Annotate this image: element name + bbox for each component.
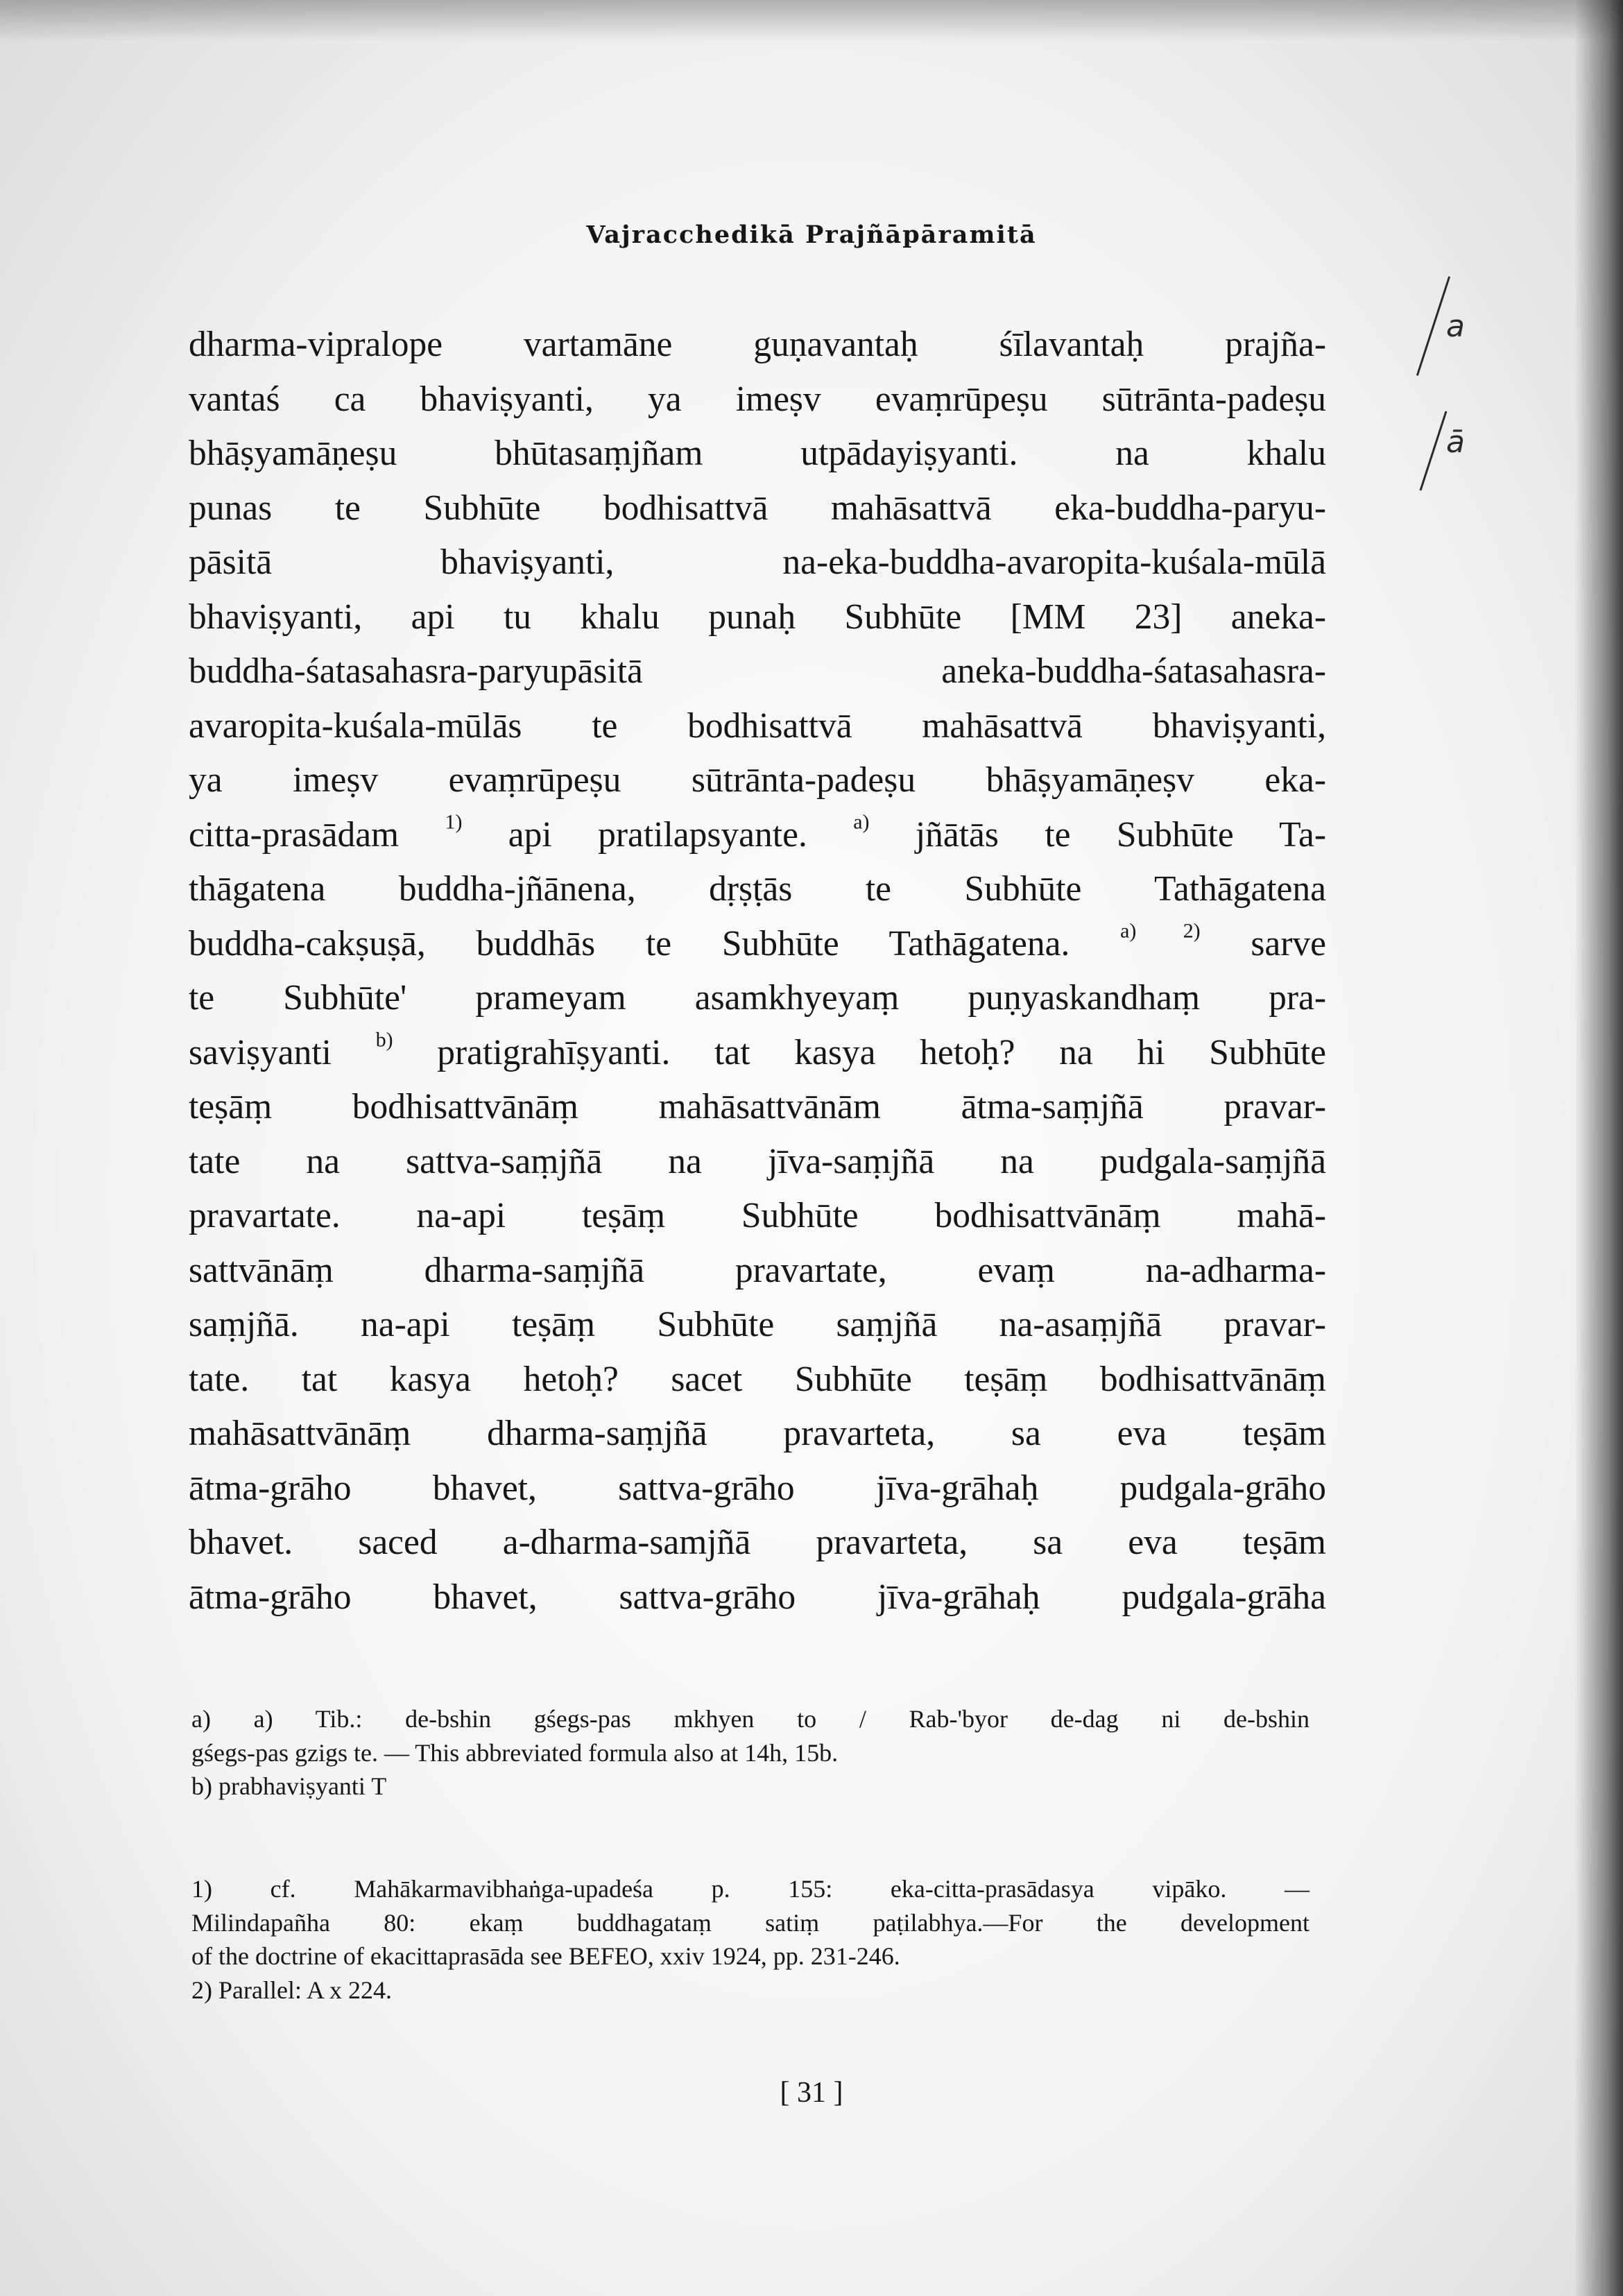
text-line: pāsitā bhaviṣyanti, na-eka-buddha-avaropita-kuśala-mūlā xyxy=(189,542,1326,582)
text-line: te Subhūte' prameyam asamkhyeyaṃ puṇyaskandhaṃ pra- xyxy=(189,978,1326,1018)
footnote-ref: b) xyxy=(375,1028,393,1052)
footnote-ref: a) 2) xyxy=(1120,919,1201,943)
footnote-line: of the doctrine of ekacittaprasāda see BEFEO, xxiv 1924, pp. 231-246. xyxy=(191,1942,900,1970)
text-line xyxy=(189,917,1326,972)
margin-note: ā xyxy=(1446,425,1465,460)
text-line xyxy=(189,808,1326,863)
text-line: vantaś ca bhaviṣyanti, ya imeṣv evaṃrūpeṣu sūtrānta-padeṣu xyxy=(189,379,1326,419)
footnotes-numbers xyxy=(191,1872,1309,2007)
footnote-line: b) prabhaviṣyanti T xyxy=(191,1772,387,1800)
margin-note: a xyxy=(1446,309,1465,344)
text-line: pravartate. na-api teṣāṃ Subhūte bodhisattvānāṃ mahā- xyxy=(189,1196,1326,1235)
footnote-line: Milindapañha 80: ekaṃ buddhagataṃ satiṃ paṭilabhya.—For the development xyxy=(191,1908,1309,1937)
text-segment: citta-prasādam xyxy=(189,814,400,855)
text-segment: pratigrahīṣyanti. tat kasya hetoḥ? na hi Subhūte xyxy=(437,1032,1327,1072)
page-number: [ 31 ] xyxy=(780,2077,843,2109)
text-line: tate na sattva-saṃjñā na jīva-saṃjñā na pudgala-saṃjñā xyxy=(189,1141,1326,1181)
main-text xyxy=(189,318,1326,1625)
footnote-line: a) a) Tib.: de-bshin gśegs-pas mkhyen to / Rab-'byor de-dag ni de-bshin xyxy=(191,1705,1309,1733)
text-line: saṃjñā. na-api teṣāṃ Subhūte saṃjñā na-asaṃjñā pravar- xyxy=(189,1305,1326,1344)
text-line: punas te Subhūte bodhisattvā mahāsattvā eka-buddha-paryu- xyxy=(189,488,1326,528)
text-line: teṣāṃ bodhisattvānāṃ mahāsattvānām ātma-saṃjñā pravar- xyxy=(189,1087,1326,1126)
text-line: bhaviṣyanti, api tu khalu punaḥ Subhūte [MM 23] aneka- xyxy=(189,597,1326,637)
text-segment: api pratilapsyante. xyxy=(508,814,807,855)
text-line: thāgatena buddha-jñānena, dṛṣṭās te Subhūte Tathāgatena xyxy=(189,869,1326,909)
text-line: sattvānāṃ dharma-saṃjñā pravartate, evaṃ na-adharma- xyxy=(189,1250,1326,1290)
text-line: mahāsattvānāṃ dharma-saṃjñā pravarteta, sa eva teṣām xyxy=(189,1414,1326,1453)
footnote-line: gśegs-pas gzigs te. — This abbreviated formula also at 14h, 15b. xyxy=(191,1738,839,1767)
footnote-line: 1) cf. Mahākarmavibhaṅga-upadeśa p. 155: eka-citta-prasādasya vipāko. — xyxy=(191,1875,1309,1903)
text-segment: jñātās te Subhūte Ta- xyxy=(915,814,1327,855)
text-line: avaropita-kuśala-mūlās te bodhisattvā mahāsattvā bhaviṣyanti, xyxy=(189,705,1326,746)
text-line: bhāṣyamāṇeṣu bhūtasaṃjñam utpādayiṣyanti. na khalu xyxy=(189,434,1326,473)
text-line: bhavet. saced a-dharma-samjñā pravarteta, sa eva teṣām xyxy=(189,1523,1326,1562)
text-line: buddha-śatasahasra-paryupāsitā aneka-buddha-śatasahasra- xyxy=(189,651,1326,691)
text-segment: saviṣyanti xyxy=(189,1032,332,1072)
scan-shadow-right xyxy=(1574,0,1623,2296)
margin-mark-slash xyxy=(1416,276,1450,376)
text-line: ātma-grāho bhavet, sattva-grāho jīva-grāhaḥ pudgala-grāha xyxy=(189,1577,1326,1617)
text-segment: buddha-cakṣuṣā, buddhās te Subhūte Tathāgatena. xyxy=(189,923,1070,963)
text-line: ya imeṣv evaṃrūpeṣu sūtrānta-padeṣu bhāṣyamāṇeṣv eka- xyxy=(189,760,1326,800)
footnote-ref: a) xyxy=(853,810,870,834)
margin-mark-slash xyxy=(1420,411,1448,490)
scan-shadow-top xyxy=(0,0,1623,42)
text-segment: sarve xyxy=(1251,923,1327,963)
text-line: tate. tat kasya hetoḥ? sacet Subhūte teṣāṃ bodhisattvānāṃ xyxy=(189,1359,1326,1399)
footnote-line: 2) Parallel: A x 224. xyxy=(191,1976,392,2004)
footnote-ref: 1) xyxy=(445,810,463,834)
text-line xyxy=(189,1026,1326,1081)
footnotes-letters xyxy=(191,1702,1309,1804)
text-line: dharma-vipralope vartamāne guṇavantaḥ śīlavantaḥ prajña- xyxy=(189,325,1326,364)
text-line: ātma-grāho bhavet, sattva-grāho jīva-grāhaḥ pudgala-grāho xyxy=(189,1468,1326,1508)
running-header: Vajracchedikā Prajñāpāramitā xyxy=(586,221,1037,249)
